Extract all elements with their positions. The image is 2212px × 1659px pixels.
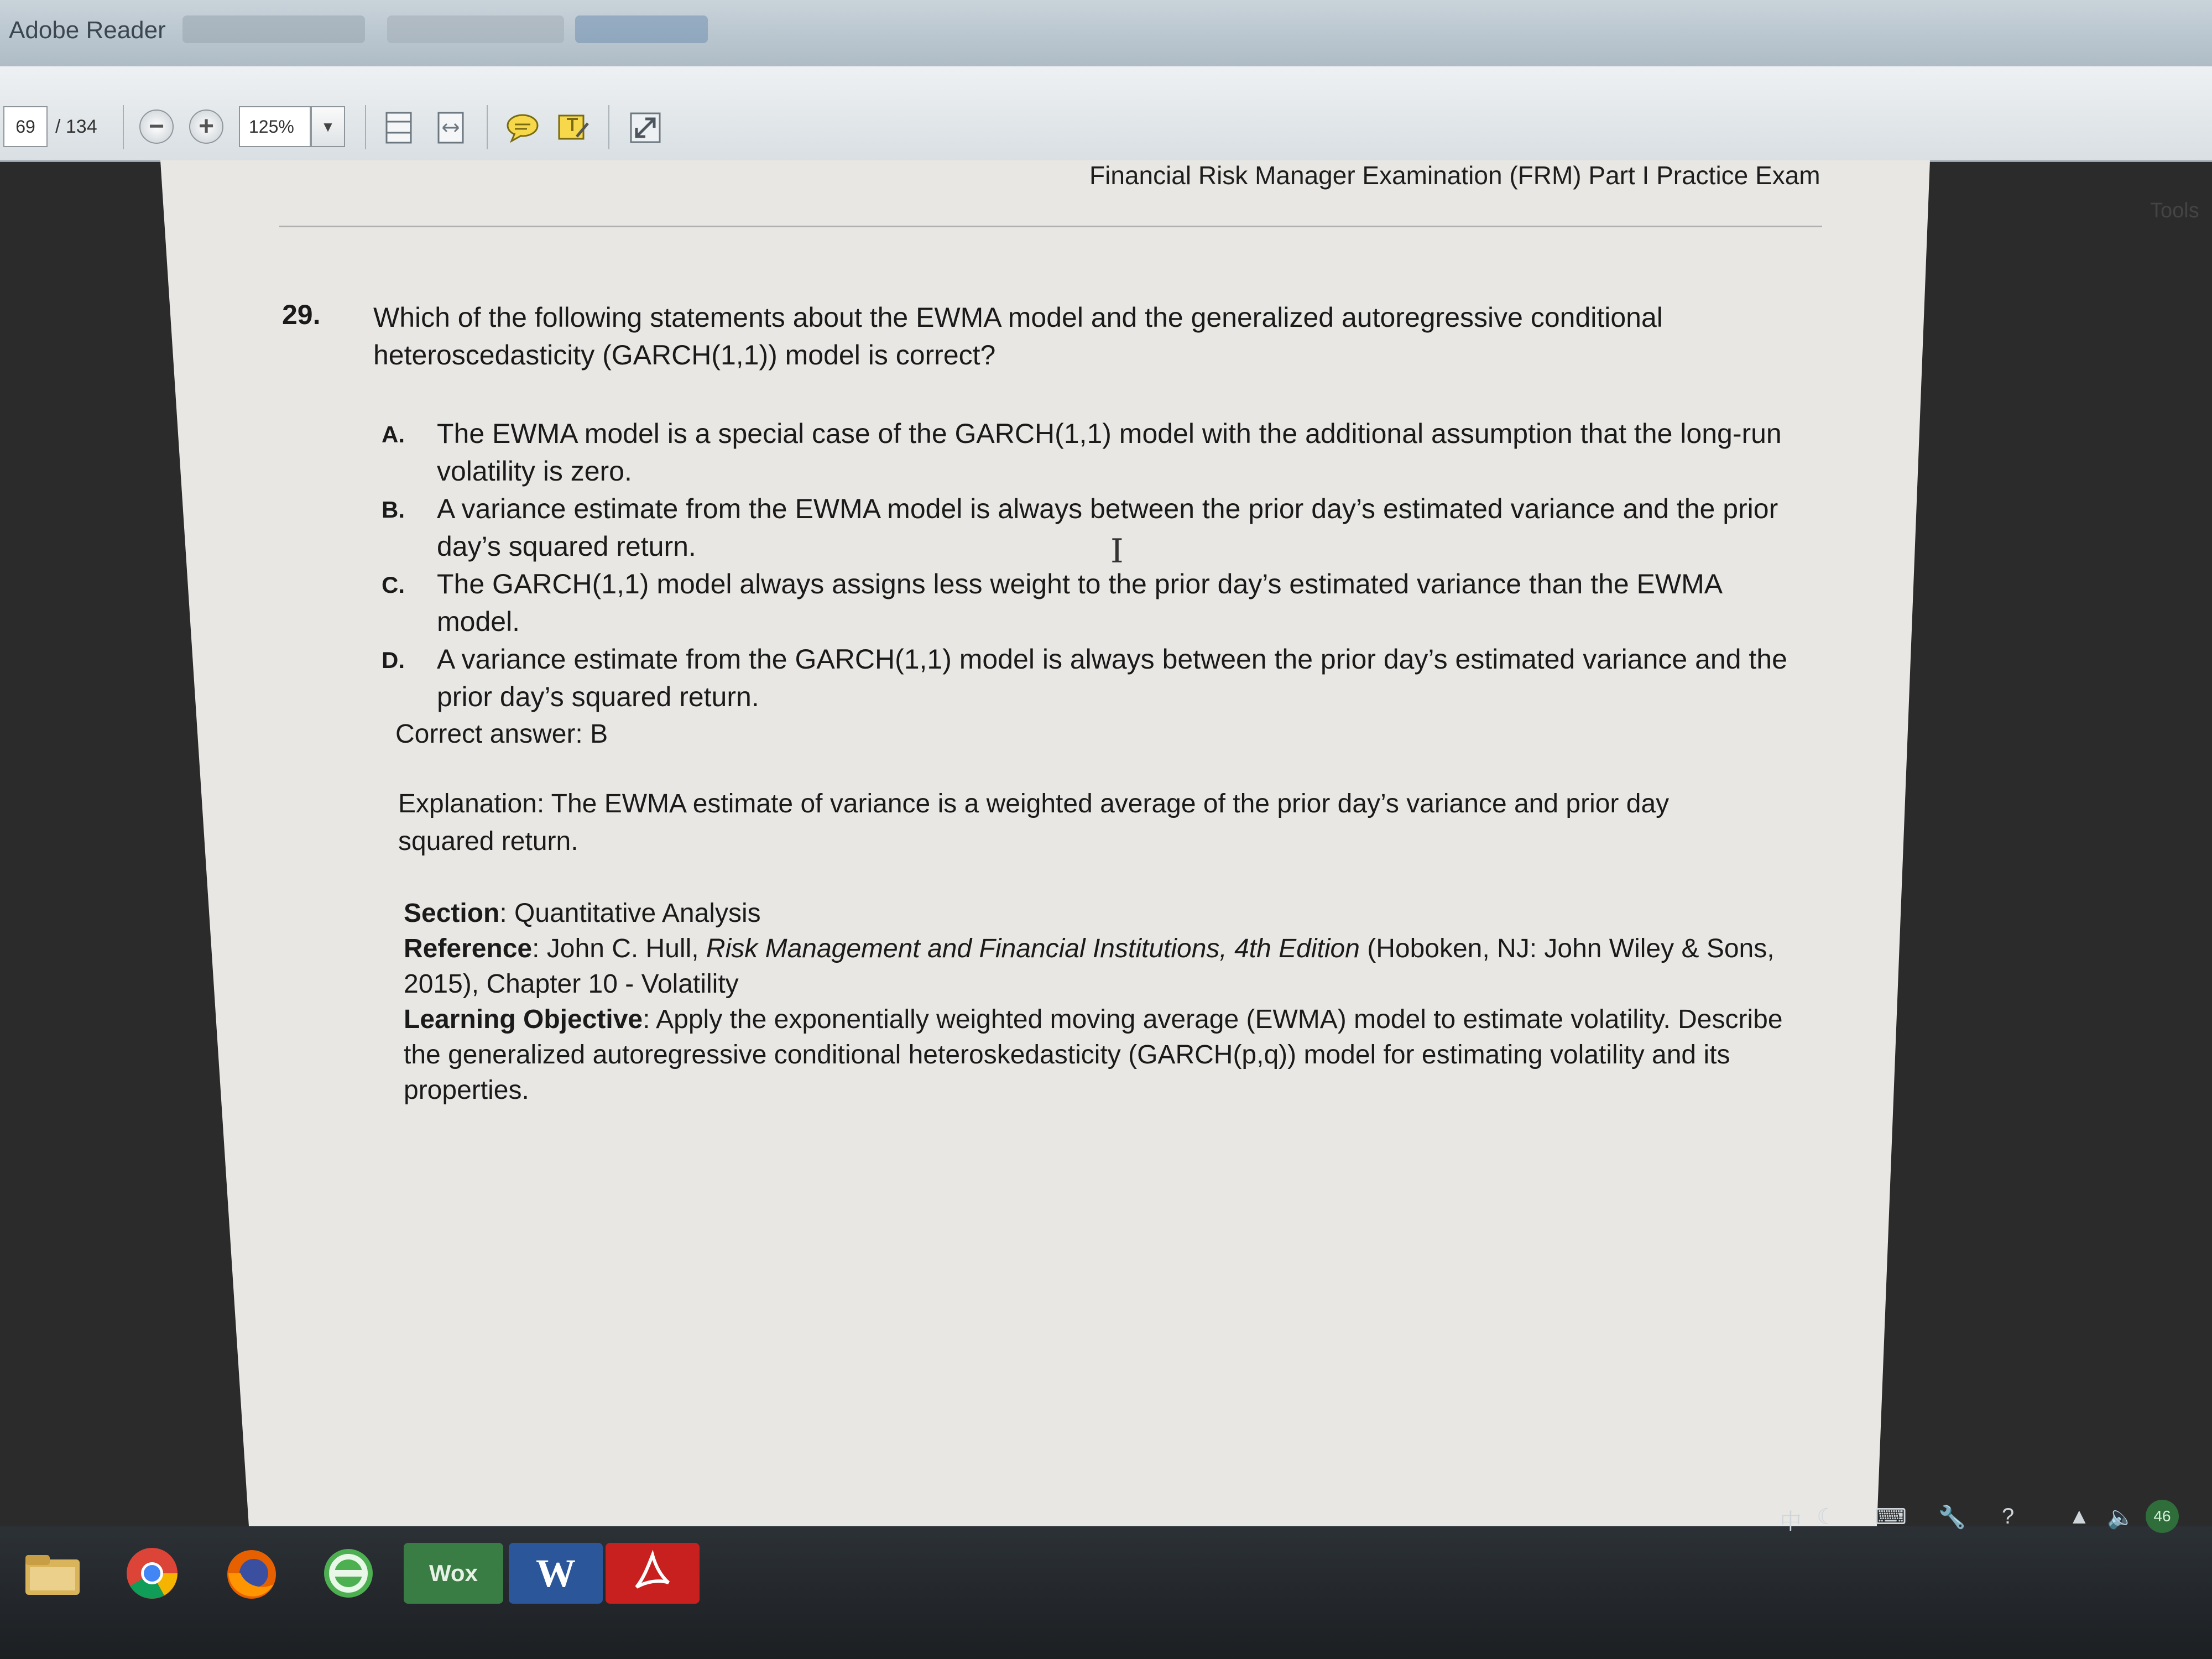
fit-width-button[interactable] xyxy=(431,108,470,147)
taskbar-app-firefox[interactable] xyxy=(205,1543,299,1604)
reference-title: Risk Management and Financial Institutions, 4th Edition xyxy=(706,934,1360,963)
zoom-in-icon: + xyxy=(198,112,215,141)
blurred-title-segment xyxy=(182,15,365,43)
answer-options xyxy=(382,415,1797,716)
moon-icon[interactable]: ☾ xyxy=(1817,1505,1837,1529)
objective-label: Learning Objective xyxy=(404,1005,643,1034)
firefox-icon xyxy=(224,1546,279,1601)
page-total: / 134 xyxy=(55,116,97,137)
toolbar-separator xyxy=(123,105,124,149)
help-icon[interactable]: ? xyxy=(2002,1504,2015,1528)
zoom-out-button[interactable] xyxy=(139,109,174,144)
option-letter: D. xyxy=(382,647,405,673)
option-b xyxy=(382,490,1797,565)
wox-icon: Wox xyxy=(429,1560,478,1586)
show-hidden-icons-icon[interactable]: ▲ xyxy=(2068,1504,2090,1528)
page-number-input[interactable]: 69 xyxy=(3,106,48,147)
tools-link[interactable]: Tools xyxy=(2150,199,2199,222)
fullscreen-button[interactable] xyxy=(626,108,665,147)
section-label: Section xyxy=(404,899,500,928)
sign-button[interactable] xyxy=(554,108,593,147)
reference-label: Reference xyxy=(404,934,533,963)
keyboard-icon[interactable]: ⌨ xyxy=(1875,1505,1907,1529)
taskbar-app-wox[interactable] xyxy=(404,1543,503,1604)
correct-answer: Correct answer: B xyxy=(395,719,608,749)
fit-page-button[interactable] xyxy=(379,108,418,147)
blurred-title-segment xyxy=(387,15,564,43)
taskbar-app-browser[interactable] xyxy=(301,1543,395,1604)
comment-button[interactable] xyxy=(503,108,542,147)
taskbar-app-chrome[interactable] xyxy=(105,1543,199,1604)
zoom-input[interactable]: 125% xyxy=(239,106,311,147)
section-line xyxy=(404,896,1797,931)
title-bar xyxy=(0,0,2212,67)
option-c xyxy=(382,565,1797,640)
option-letter: A. xyxy=(382,421,405,447)
zoom-out-icon: − xyxy=(148,112,165,141)
reference-prefix: : John C. Hull, xyxy=(532,934,706,963)
ime-indicator[interactable]: 中 xyxy=(1780,1510,1802,1534)
section-value: : Quantitative Analysis xyxy=(499,899,761,928)
word-icon: W xyxy=(536,1551,576,1595)
zoom-dropdown-button[interactable] xyxy=(311,106,345,147)
tray-badge[interactable]: 46 xyxy=(2146,1500,2179,1533)
option-d xyxy=(382,640,1797,716)
reference-line xyxy=(404,931,1797,1002)
question-metadata xyxy=(404,896,1797,1108)
taskbar-app-acrobat[interactable] xyxy=(606,1543,700,1604)
document-header: Financial Risk Manager Examination (FRM) Part I Practice Exam xyxy=(1089,161,1820,190)
file-explorer-icon xyxy=(22,1548,83,1598)
toolbar-separator xyxy=(487,105,488,149)
fullscreen-icon xyxy=(629,111,662,144)
text-cursor-icon: I xyxy=(1110,532,1124,571)
comment-icon xyxy=(505,111,540,144)
option-text: The EWMA model is a special case of the GARCH(1,1) model with the additional assumption that the long-run volatility is zero. xyxy=(437,418,1782,487)
option-text: A variance estimate from the GARCH(1,1) model is always between the prior day’s estimated variance and the prior day’s squared return. xyxy=(437,644,1787,712)
option-letter: B. xyxy=(382,497,405,523)
zoom-in-button[interactable] xyxy=(189,109,223,144)
fit-width-icon xyxy=(435,111,466,145)
objective-value: : Apply the exponentially weighted moving average (EWMA) model to estimate volatility. Describe the generalized autoregressive conditional heteroskedasticity (GARCH(p,q)) model for estimating volatility and its properties. xyxy=(404,1005,1783,1105)
question-number: 29. xyxy=(282,299,321,330)
explanation: Explanation: The EWMA estimate of variance is a weighted average of the prior day’s variance and prior day squared return. xyxy=(398,789,1670,856)
toolbar-separator xyxy=(365,105,366,149)
option-letter: C. xyxy=(382,572,405,598)
toolbar-separator xyxy=(608,105,609,149)
blurred-title-segment xyxy=(575,15,708,43)
wrench-icon[interactable]: 🔧 xyxy=(1938,1505,1966,1530)
header-divider xyxy=(279,226,1822,227)
chrome-icon xyxy=(124,1546,180,1601)
acrobat-icon xyxy=(628,1548,677,1598)
option-text: The GARCH(1,1) model always assigns less weight to the prior day’s estimated variance than the EWMA model. xyxy=(437,568,1721,637)
option-a xyxy=(382,415,1797,490)
browser-icon xyxy=(321,1546,376,1601)
fit-page-icon xyxy=(383,111,414,145)
option-text: A variance estimate from the EWMA model is always between the prior day’s estimated variance and the prior day’s squared return. xyxy=(437,493,1778,562)
volume-icon[interactable]: 🔈 xyxy=(2107,1505,2135,1530)
objective-line xyxy=(404,1002,1797,1108)
sign-icon xyxy=(556,111,591,144)
caret-down-icon: ▼ xyxy=(321,118,335,135)
taskbar-app-word[interactable] xyxy=(509,1543,603,1604)
question-text: Which of the following statements about the EWMA model and the generalized autoregressive conditional heteroscedasticity (GARCH(1,1)) model is correct? xyxy=(373,302,1663,371)
app-title: Adobe Reader xyxy=(9,17,166,44)
reference-suffix: (Hoboken, NJ: John Wiley & Sons, 2015), Chapter 10 - Volatility xyxy=(404,934,1775,999)
taskbar-app-file-explorer[interactable] xyxy=(6,1543,100,1604)
